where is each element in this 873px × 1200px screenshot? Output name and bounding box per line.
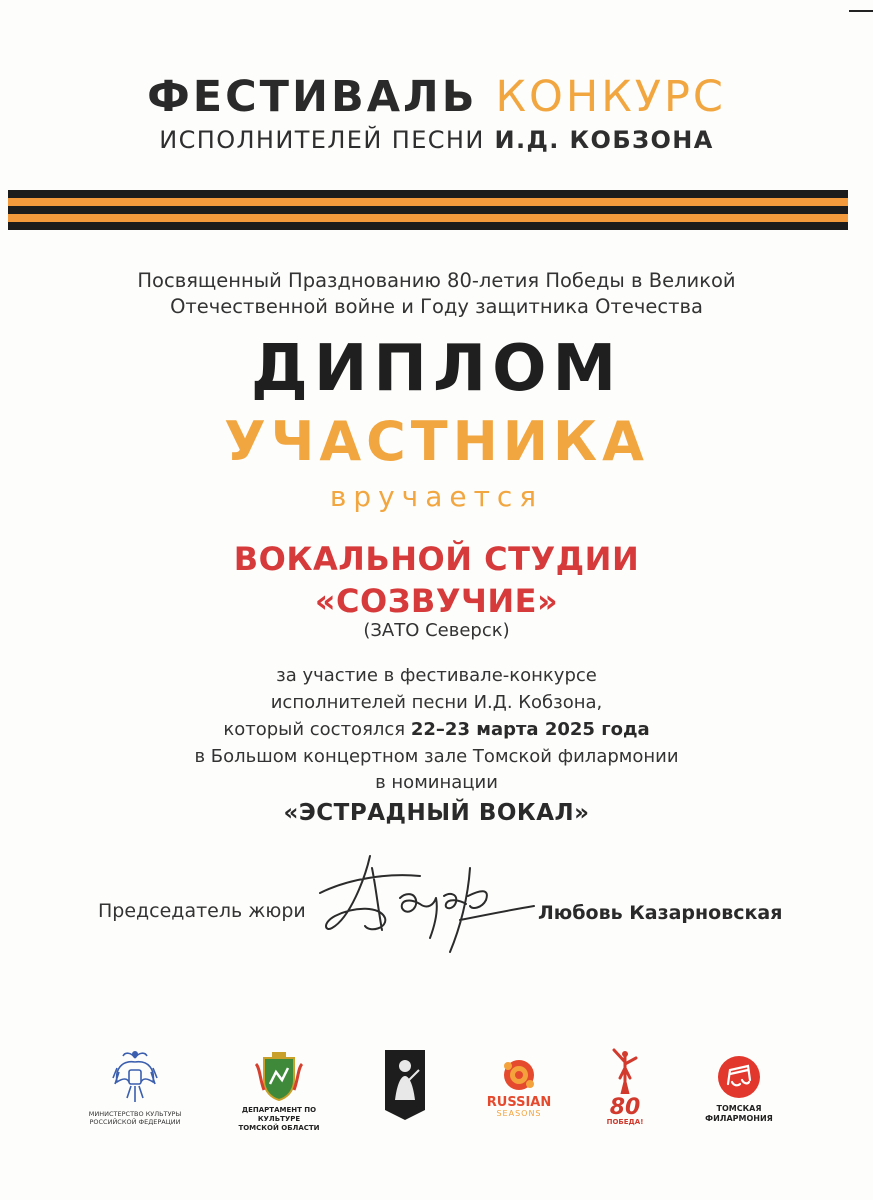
kobzon-logo [380,1048,430,1126]
corner-mark [849,10,873,12]
festival-title [0,72,873,122]
st-george-ribbon [8,190,848,230]
russian-seasons-logo [478,1058,560,1119]
motherland-statue-icon [610,1048,640,1094]
philharmonic-logo [696,1054,782,1124]
diploma-subtitle: УЧАСТНИКА [224,410,649,473]
festival-subtitle [0,126,873,154]
festival-subtitle-part1: ИСПОЛНИТЕЛЕЙ ПЕСНИ [159,126,485,154]
partner-logos [0,1040,873,1140]
festival-subtitle-part2: И.Д. КОБЗОНА [494,126,714,154]
awarded-text: вручается [329,480,544,513]
philharmonic-label-line2: ФИЛАРМОНИЯ [705,1114,773,1123]
department-label-line1: ДЕПАРТАМЕНТ ПО КУЛЬТУРЕ [241,1106,317,1123]
nomination-value: «ЭСТРАДНЫЙ ВОКАЛ» [283,800,590,826]
ministry-logo [80,1048,190,1126]
seasons-word2: SEASONS [496,1109,542,1118]
recipient-name [0,538,873,622]
flower-ornament-icon [502,1058,536,1092]
event-date: 22–23 марта 2025 года [410,719,650,740]
jury-chair-name: Любовь Казарновская [538,902,783,924]
victory-number: 80 [609,1095,641,1120]
body-line3 [0,716,873,743]
recipient-line2: «СОЗВУЧИЕ» [314,582,559,620]
victory-word: ПОБЕДА! [606,1118,644,1126]
tomsk-coat-of-arms-icon [254,1050,304,1102]
department-logo [224,1050,334,1133]
philharmonic-label-line1: ТОМСКАЯ [716,1104,762,1113]
victory-80-logo [602,1048,648,1127]
recipient-city: (ЗАТО Северск) [363,620,510,641]
nomination-label: в номинации [375,772,498,793]
diploma-title: ДИПЛОМ [250,332,623,406]
kobzon-silhouette-icon [383,1048,427,1122]
body-line1: за участие в фестивале-конкурсе [276,665,597,686]
recipient-line1: ВОКАЛЬНОЙ СТУДИИ [233,540,640,578]
jury-chair-label: Председатель жюри [98,900,306,922]
festival-title-part1: ФЕСТИВАЛЬ [147,72,478,122]
dedication-line2: Отечественной войне и Году защитника Отечества [170,295,703,318]
body-line3-prefix: который состоялся [223,719,406,740]
body-text [0,662,873,770]
seasons-word1: RUSSIAN [486,1095,552,1110]
body-line2: исполнителей песни И.Д. Кобзона, [270,692,603,713]
ministry-label-line1: МИНИСТЕРСТВО КУЛЬТУРЫ [88,1110,182,1118]
festival-title-part2: КОНКУРС [495,72,726,122]
eagle-emblem-icon [111,1048,159,1106]
ministry-label-line2: РОССИЙСКОЙ ФЕДЕРАЦИИ [89,1118,181,1126]
dedication-line1: Посвященный Празднованию 80-летия Победы в Великой [137,269,736,292]
philharmonic-emblem-icon [716,1054,762,1100]
dedication [0,268,873,320]
signature [310,848,540,958]
body-line4: в Большом концертном зале Томской филармонии [194,746,679,767]
department-label-line2: ТОМСКОЙ ОБЛАСТИ [238,1124,320,1132]
